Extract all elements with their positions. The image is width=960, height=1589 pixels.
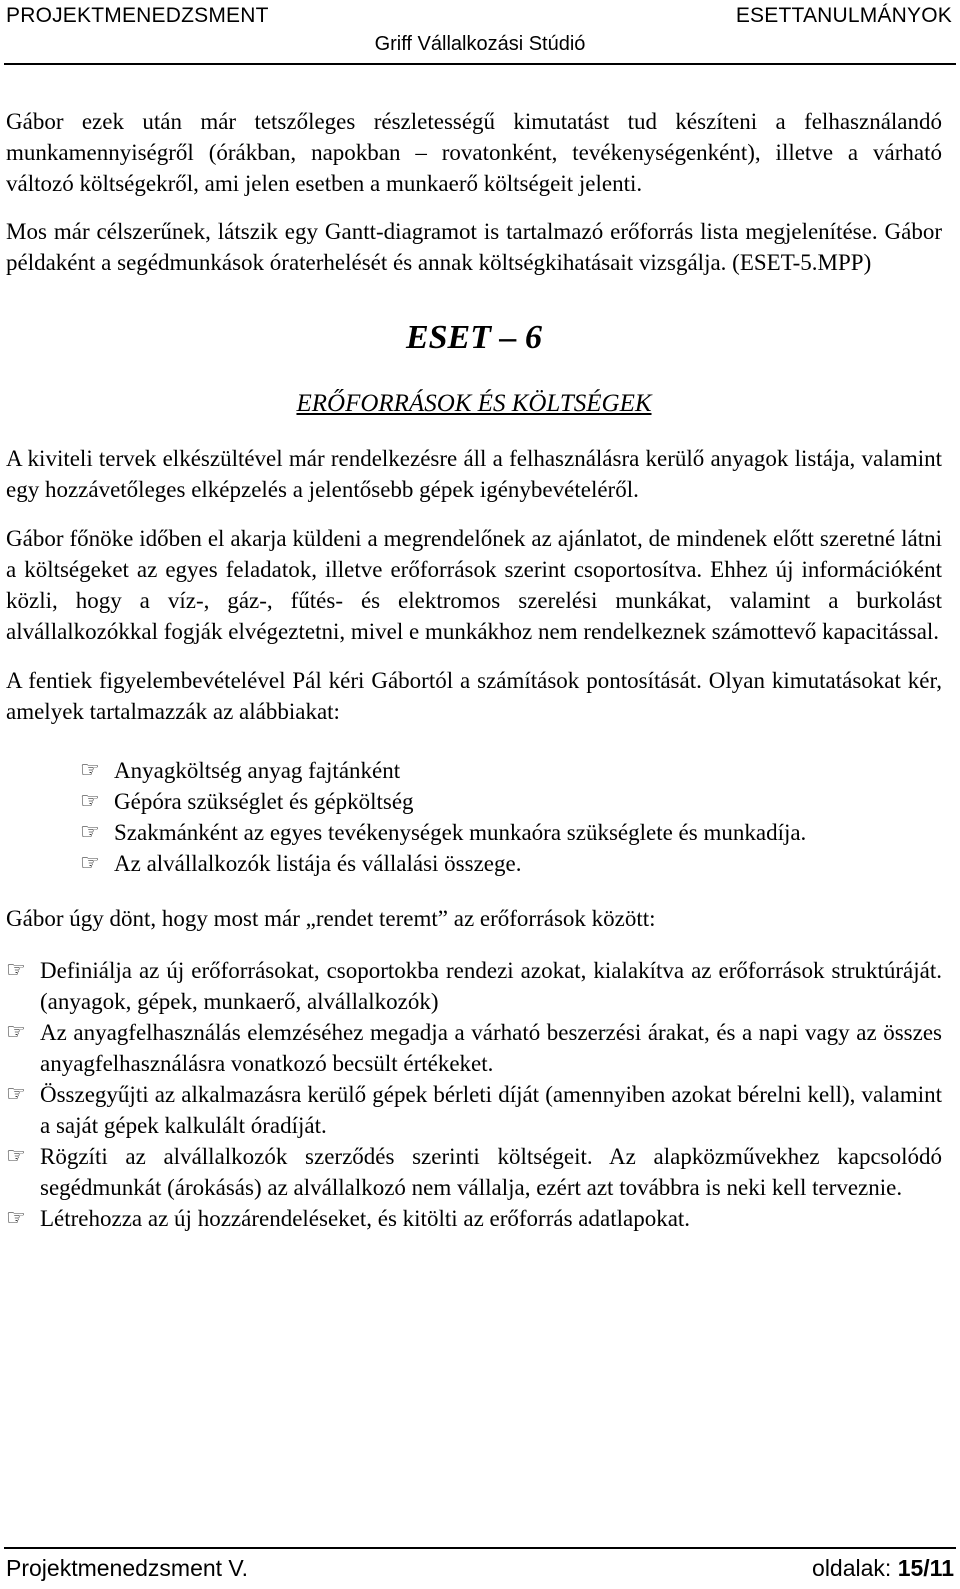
case-subtitle-text: ERŐFORRÁSOK ÉS KÖLTSÉGEK <box>296 390 652 417</box>
pointing-hand-icon: ☞ <box>80 820 100 845</box>
list-item <box>6 1017 942 1079</box>
footer-course-title: Projektmenedzsment V. <box>6 1555 249 1581</box>
list-item <box>6 1079 942 1141</box>
list-item-text: Szakmánként az egyes tevékenységek munkaóra szükséglete és munkadíja. <box>114 820 807 845</box>
list-item-text: Gépóra szükséglet és gépköltség <box>114 789 414 814</box>
body-paragraph-2: Gábor főnöke időben el akarja küldeni a megrendelőnek az ajánlatot, de mindenek előtt szeretné látni a költségeket az egyes feladatok, illetve erőforrások szerint csoportosítva. Ehhez új információként közli, hogy a víz-, gáz-, fűtés- és elektromos szerelési munkákat, valamint a burkolást alvállalkozókkal fogják elvégeztetni, mivel e munkákhoz nem rendelkeznek számottevő kapacitással. <box>6 526 942 644</box>
pointing-hand-icon: ☞ <box>80 851 100 876</box>
pointing-hand-icon: ☞ <box>6 1206 26 1231</box>
list-item-text: Az anyagfelhasználás elemzéséhez megadja a várható beszerzési árakat, és a napi vagy az összes anyagfelhasználásra vonatkozó becsült értékeket. <box>40 1020 942 1076</box>
list-item <box>80 755 942 786</box>
pointing-hand-icon: ☞ <box>80 789 100 814</box>
list-item-text: Létrehozza az új hozzárendeléseket, és kitölti az erőforrás adatlapokat. <box>40 1206 691 1231</box>
footer-divider <box>4 1547 956 1549</box>
list-item-text: Összegyűjti az alkalmazásra kerülő gépek bérleti díját (amennyiben azokat bérelni kell), valamint a saját gépek kalkulált óradíját. <box>40 1082 942 1138</box>
body-paragraph-4: Gábor úgy dönt, hogy most már „rendet teremt” az erőforrások között: <box>6 906 656 931</box>
pointing-hand-icon: ☞ <box>6 1144 26 1169</box>
intro-paragraph-1: Gábor ezek után már tetszőleges részletességű kimutatást tud készíteni a felhasználandó munkamennyiségről (órákban, napokban – rovatonként, tevékenységenként), illetve a várható változó költségekről, ami jelen esetben a munkaerő költségeit jelenti. <box>6 109 942 196</box>
footer-page-label: oldalak: <box>812 1555 892 1581</box>
body-paragraph-3: A fentiek figyelembevételével Pál kéri Gábortól a számítások pontosítását. Olyan kimutatásokat kér, amelyek tartalmazzák az alábbiakat: <box>6 668 942 724</box>
list-item-text: Rögzíti az alvállalkozók szerződés szerinti költségeit. Az alapközművekhez kapcsolódó segédmunkát (árokásás) az alvállalkozó nem vállalja, ezért azt továbbra is neki kell terveznie. <box>40 1144 942 1200</box>
pointing-hand-icon: ☞ <box>6 1082 26 1107</box>
list-item-text: Az alvállalkozók listája és vállalási összege. <box>114 851 522 876</box>
pointing-hand-icon: ☞ <box>6 1020 26 1045</box>
header-left-title: PROJEKTMENEDZSMENT <box>6 4 269 27</box>
case-title: ESET – 6 <box>405 319 543 356</box>
pointing-hand-icon: ☞ <box>80 758 100 783</box>
body-paragraph-1: A kiviteli tervek elkészültével már rendelkezésre áll a felhasználásra kerülő anyagok listája, valamint egy hozzávetőleges elképzelés a jelentősebb gépek igénybevételéről. <box>6 446 942 502</box>
list-item-text: Anyagköltség anyag fajtánként <box>114 758 401 783</box>
case-subtitle <box>6 388 942 420</box>
actions-list <box>6 955 942 1234</box>
list-item-text: Definiálja az új erőforrásokat, csoportokba rendezi azokat, kialakítva az erőforrások struktúráját. (anyagok, gépek, munkaerő, alvállalkozók) <box>40 958 942 1014</box>
page-footer <box>0 1545 960 1589</box>
page-content <box>6 106 942 1234</box>
list-item <box>80 848 942 879</box>
footer-page-number <box>812 1555 954 1582</box>
page-header <box>0 0 960 66</box>
list-item <box>6 955 942 1017</box>
header-divider <box>4 63 956 65</box>
list-item <box>80 817 942 848</box>
intro-paragraph-2: Mos már célszerűnek, látszik egy Gantt-diagramot is tartalmazó erőforrás lista megjelenítése. Gábor példaként a segédmunkások óraterhelését és annak költségkihatásait vizsgálja. (ESET-5.MPP) <box>6 219 942 275</box>
requirements-list <box>6 755 942 879</box>
footer-page-value: 15/11 <box>897 1555 954 1581</box>
list-item <box>6 1203 942 1234</box>
list-item <box>80 786 942 817</box>
pointing-hand-icon: ☞ <box>6 958 26 983</box>
list-item <box>6 1141 942 1203</box>
header-right-title: ESETTANULMÁNYOK <box>735 4 952 27</box>
header-center-title: Griff Vállalkozási Stúdió <box>374 33 586 55</box>
intro-section <box>6 106 942 278</box>
